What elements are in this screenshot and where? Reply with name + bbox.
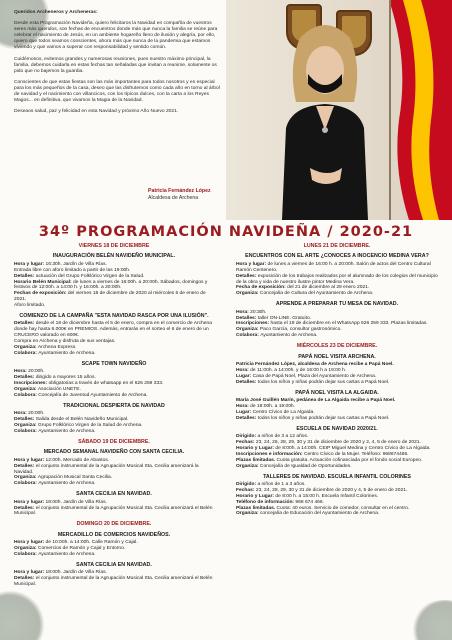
- detail-label: Hora y lugar:: [14, 457, 46, 463]
- detail-value: Asociación UNETE.: [37, 387, 81, 393]
- detail-label: Detalles:: [236, 273, 258, 279]
- detail-label: Colabora:: [236, 333, 261, 339]
- programme-left-column: [14, 241, 214, 592]
- detail-value: Ayuntamiento de Archena.: [260, 333, 318, 339]
- detail-value: Casa de Papá Noel, Plaza del Ayuntamiento de Archena.: [252, 373, 377, 379]
- event-detail: [14, 321, 214, 339]
- detail-label: Organiza:: [14, 423, 38, 429]
- detail-label: Horario y Lugar:: [236, 445, 276, 451]
- event-detail: [14, 506, 214, 518]
- detail-label: Hora y lugar:: [14, 261, 46, 267]
- detail-label: Colabora:: [14, 428, 39, 434]
- detail-label: Organiza:: [236, 291, 260, 297]
- detail-value: hasta el 19 de diciembre en el WhatsApp 626 259 333. Plazas limitadas.: [270, 321, 428, 327]
- detail-value: exposición de los trabajos realizados por el alumnado de los colegios del municipio de la obra y vida de nuestro ilustre pintor Medina Vera.: [236, 273, 438, 285]
- detail-label: Organiza:: [14, 475, 38, 481]
- detail-value: de lunes a viernes de 16:00h. a 20:00h. Sábados, domingos y festivos de 12:00h. a 14:00 h. y 16:00h. a 20:00h.: [14, 279, 208, 291]
- detail-label: Detalles:: [14, 273, 36, 279]
- day-heading: MIÉRCOLES 23 DE DICIEMBRE.: [296, 343, 378, 350]
- event-detail: [14, 351, 214, 357]
- detail-label: Detalles:: [236, 315, 258, 321]
- mayor-letter: [14, 10, 222, 120]
- detail-value: actuación del Grupo Folklórico Virgen de la Salud.: [35, 273, 145, 279]
- detail-value: Concejalía de Juventud Ayuntamiento de Archena.: [38, 392, 148, 398]
- event-section: [14, 361, 214, 399]
- detail-value: 23, 24, 28, 29, 30 y 31 de diciembre de 2020 y 4, 5 de enero de 2021.: [255, 487, 408, 493]
- detail-value: 20:30h.: [250, 309, 267, 315]
- detail-label: Organiza:: [14, 345, 38, 351]
- event-heading: SCAPE TOWN NAVIDEÑO: [81, 360, 147, 367]
- event-detail: [236, 274, 438, 286]
- detail-value: del 21 de diciembre al 29 enero 2021.: [287, 285, 370, 291]
- detail-value: Compra en Archena y disfruta de sus ventajas.: [14, 339, 116, 345]
- event-detail: [14, 464, 214, 476]
- day-heading: VIERNES 18 DE DICIEMBRE: [78, 243, 150, 249]
- detail-label: Dirigido:: [236, 481, 258, 487]
- detail-value: 18:00h. Jardín de Villa Rías.: [45, 570, 107, 576]
- detail-value: Cuota gratuita. Actuación cofinanciada por el fondo social Europeo.: [276, 457, 423, 463]
- detail-value: a niños de 3 a 12 años.: [257, 434, 309, 440]
- detail-label: Detalles:: [236, 415, 258, 421]
- detail-label: Detalles:: [14, 463, 36, 469]
- detail-label: Detalles:: [236, 379, 258, 385]
- event-section: [236, 426, 438, 470]
- pine-decoration-bottom-left: [0, 590, 45, 640]
- event-section: [14, 243, 214, 249]
- detail-value: Agrupación Musical Santa Cecilia.: [37, 475, 113, 481]
- detail-label: Plazas limitadas.: [236, 505, 277, 511]
- event-section: [14, 439, 214, 445]
- detail-label: Inscripciones e información:: [236, 451, 304, 457]
- detail-label: Hora y lugar:: [236, 261, 268, 267]
- detail-value: 18:00h. Jardín de Villa Rías.: [45, 499, 107, 505]
- detail-value: obligatorias a través de whatsapp en el 626 259 333.: [48, 381, 164, 387]
- day-heading: SÁBADO 19 DE DICIEMBRE.: [78, 438, 150, 445]
- event-section: [14, 491, 214, 517]
- detail-value: el conjunto instrumental de la Agrupación Musical Sta. Cecilia amenizará el Belén Municipal.: [14, 576, 213, 588]
- detail-label: Inscripciones:: [14, 381, 49, 387]
- detail-label: Plazas limitadas.: [236, 457, 277, 463]
- event-heading: TRADICIONAL DESPIERTA DE NAVIDAD: [63, 402, 165, 409]
- detail-label: Hora:: [236, 367, 251, 373]
- detail-value: 16:30h. Jardín de Villa Rías.: [45, 261, 107, 267]
- letter-greeting: Queridos Archeneros y Archeneras:: [14, 10, 98, 15]
- detail-label: Detalles:: [14, 417, 36, 423]
- detail-value: Concejalía de Cultura del Ayuntamiento de Archena.: [259, 291, 374, 297]
- detail-label: Detalles:: [14, 375, 36, 381]
- event-detail: [14, 393, 214, 399]
- detail-value: del viernes 18 de diciembre de 2020 al miércoles 6 de enero de 2021.: [14, 291, 206, 303]
- detail-value: 23, 24, 26, 28, 29, 30 y 31 de diciembre de 2020 y 2, 4, 5 de enero de 2021.: [255, 439, 421, 445]
- mayor-portrait-image: [270, 18, 380, 220]
- event-heading: ENCUENTROS CON EL ARTE ¿CONOCES A INOCENCIO MEDINA VERA?: [245, 253, 429, 260]
- day-heading: DOMINGO 20 DE DICIEMBRE.: [76, 521, 152, 528]
- detail-label: Colabora:: [14, 351, 39, 356]
- detail-value: Paco García, consultor gastronómico.: [259, 327, 342, 333]
- event-detail: [14, 303, 214, 309]
- detail-value: Concejalía de Igualdad de Oportunidades.: [259, 463, 352, 469]
- day-heading: LUNES 21 DE DICIEMBRE.: [303, 243, 371, 249]
- detail-label: Colabora:: [14, 392, 39, 398]
- event-section: [14, 253, 214, 309]
- event-heading: COMIENZO DE LA CAMPAÑA "ESTA NAVIDAD RASCA POR UNA ILUSIÓN".: [19, 313, 209, 320]
- event-heading: TALLERES DE NAVIDAD. ESCUELA INFANTIL COLORINES: [263, 473, 411, 480]
- event-detail: [236, 291, 438, 297]
- mayor-photo: [226, 0, 452, 220]
- detail-value: todos los niños y niñas podrán dejar sus cartas a Papá Noel.: [257, 415, 390, 421]
- event-heading: PAPÁ NOEL VISITA LA ALGAIDA.: [295, 389, 379, 396]
- detail-label: Teléfono de información:: [236, 499, 296, 505]
- detail-value: de lunes a viernes de 16:00 h. a 20:00h. Salón de actos del Centro Cultural Ramón Centenero.: [236, 261, 431, 273]
- event-section: [236, 301, 438, 339]
- page-title: 34º PROGRAMACIÓN NAVIDEÑA / 2020-21: [38, 224, 414, 240]
- detail-label: María José Guillén Marín, pedánea de La Algaida recibe a Papá Noel.: [236, 398, 396, 404]
- event-detail: [236, 511, 438, 517]
- detail-label: Organiza:: [236, 511, 260, 517]
- detail-value: 12:00h. Mercado de Abastos.: [45, 457, 110, 463]
- detail-value: el conjunto instrumental de la Agrupación Musical Sta. Cecilia amenizará el Belén Municipal.: [14, 505, 213, 517]
- event-detail: [236, 262, 438, 274]
- event-detail: [236, 380, 438, 386]
- letter-section: [0, 0, 452, 220]
- detail-value: dirigido a mayores 15 años.: [35, 375, 96, 381]
- detail-label: Lugar:: [236, 373, 253, 379]
- event-section: [14, 449, 214, 487]
- event-heading: APRENDE A PREPARAR TU MESA DE NAVIDAD.: [275, 301, 399, 308]
- event-heading: ESCUELA DE NAVIDAD 2020/21.: [296, 425, 378, 432]
- detail-label: Horario y Lugar:: [236, 493, 276, 499]
- event-heading: MERCADO SEMANAL NAVIDEÑO CON SANTA CECILIA.: [43, 449, 185, 456]
- event-section: [236, 354, 438, 386]
- detail-value: de 10:00h. a 14:00h. Calle Ramón y Cajal.: [45, 540, 138, 546]
- detail-label: Inscripciones:: [236, 321, 271, 327]
- detail-label: Lugar:: [236, 409, 253, 415]
- event-section: [14, 532, 214, 558]
- detail-label: Hora y lugar:: [14, 540, 46, 546]
- event-detail: [14, 291, 214, 303]
- detail-label: Fechas:: [236, 487, 256, 493]
- event-detail: [14, 576, 214, 588]
- detail-value: Aforo limitado.: [14, 303, 46, 309]
- signature-role: Alcaldesa de Archena: [148, 195, 199, 201]
- letter-paragraph: Cuidémonos, evitemos grandes y numerosas reuniones, pues nuestro máximo principal, la familia, debemos cuidarla en estas fechas tan señaladas que invitan a reunirse, solamente os pido que no bajemos la guardia.: [14, 56, 217, 74]
- signature-name: Patricia Fernández López: [148, 188, 211, 194]
- detail-label: Patricia Fernández López, alcaldesa de Archena recibe a Papá Noel.: [236, 362, 394, 367]
- detail-label: Fecha de exposición:: [236, 285, 288, 291]
- detail-value: de 8:00h. a 14:00h. CEIP Miguel Medina y Centro Cívico de La Algaida.: [275, 445, 431, 451]
- detail-value: Centro Cívico de La Algaida.: [252, 409, 315, 415]
- detail-value: Entrada libre con aforo limitado a partir de las 19:00h.: [14, 267, 131, 273]
- event-section: [14, 521, 214, 527]
- detail-value: todos los niños y niñas podrán dejar sus cartas a Papá Noel.: [257, 379, 390, 385]
- detail-label: Organiza:: [14, 387, 38, 393]
- detail-value: Comercios de Ramón y Cajal y Entorno.: [37, 546, 126, 552]
- event-section: [14, 313, 214, 357]
- event-heading: SANTA CECILIA EN NAVIDAD.: [76, 561, 152, 568]
- event-heading: SANTA CECILIA EN NAVIDAD.: [76, 491, 152, 498]
- event-section: [236, 253, 438, 297]
- detail-value: Ayuntamiento de Archena.: [38, 481, 96, 487]
- detail-value: a niños de 1 a 3 años.: [257, 481, 306, 487]
- detail-value: Ayuntamiento de Archena.: [38, 551, 96, 557]
- event-detail: [14, 552, 214, 558]
- detail-label: Dirigido:: [236, 434, 258, 440]
- detail-label: Horario Belén Municipal:: [14, 279, 73, 285]
- event-section: [236, 390, 438, 422]
- event-detail: [14, 481, 214, 487]
- detail-label: Hora y lugar:: [14, 499, 46, 505]
- detail-value: Salida desde el Belén Navideño Municipal.: [35, 417, 129, 423]
- detail-label: Hora:: [14, 369, 29, 375]
- detail-value: el conjunto instrumental de la Agrupación Musical Sta. Cecilia amenizará la Navidad.: [14, 463, 199, 475]
- detail-label: Detalles:: [14, 505, 36, 511]
- detail-label: Organiza:: [14, 546, 38, 552]
- event-section: [236, 343, 438, 349]
- detail-value: Grupo Folklórico Virgen de la Salud de Archena.: [37, 423, 143, 429]
- detail-value: 20:00h.: [28, 369, 45, 375]
- letter-paragraph: Desde esta Programación Navideña, quiero felicitaros la Navidad en compañía de vuestros seres más queridos, son fechas de encuentros donde más que nunca la familia se reúne para celebrar el nacimiento de Jesús, en un ambiente hogareño lleno de ilusión y alegría, por ello, quiero que todos seamos conscientes, ahora más que nunca de la pandemia que estamos viviendo y que vamos a superar con responsabilidad y sentido común.: [14, 21, 218, 51]
- detail-label: Detalles:: [14, 321, 36, 327]
- detail-label: Organiza:: [236, 327, 260, 333]
- detail-value: Ayuntamiento de Archena.: [38, 428, 96, 434]
- detail-value: taller ON-LINE. Gratuito.: [257, 315, 312, 321]
- pine-decoration-bottom-right: [410, 600, 452, 640]
- detail-label: Hora:: [14, 411, 29, 417]
- detail-label: Hora:: [236, 403, 251, 409]
- event-detail: [236, 464, 438, 470]
- detail-value: de 8:00 h. a 15:00 h. Escuela Infantil Colorines.: [275, 493, 379, 499]
- detail-label: Organiza:: [236, 463, 260, 469]
- detail-value: desde el 18 de diciembre hasta el 5 de enero, compra en el comercio de Archena donde hay hasta 6.000€ en PREMIOS. Además, entrarás en el sorteo el 6 de enero de un CRUCERO valorado en 600€.: [14, 321, 212, 339]
- event-heading: MERCADILLO DE COMERCIOS NAVIDEÑOS.: [57, 531, 171, 538]
- signature: [148, 188, 211, 202]
- detail-label: Fechas de exposición:: [14, 291, 68, 297]
- event-section: [236, 474, 438, 518]
- detail-label: Hora:: [236, 309, 251, 315]
- event-heading: INAUGURACIÓN BELÉN NAVIDEÑO MUNICIPAL.: [52, 253, 176, 260]
- event-section: [14, 403, 214, 435]
- detail-value: Archena Express.: [37, 345, 77, 351]
- event-section: [236, 243, 438, 249]
- detail-value: concejalía de Educación del Ayuntamiento de Archena.: [259, 511, 380, 517]
- detail-value: 20:00h.: [28, 411, 45, 417]
- detail-label: Detalles:: [14, 576, 36, 582]
- detail-value: de 11:00h. a 14:00h. y de 16:00 h a 19:00 h.: [250, 367, 347, 373]
- letter-paragraph: Deseaos salud, paz y felicidad en esta Navidad y próximo Año Nuevo 2021.: [14, 109, 179, 115]
- detail-value: de 18:00h. a 19:00h.: [250, 403, 296, 409]
- event-detail: [14, 429, 214, 435]
- detail-label: Colabora:: [14, 481, 39, 487]
- event-detail: [236, 333, 438, 339]
- event-section: [14, 562, 214, 588]
- detail-value: 968 674 466.: [295, 499, 324, 505]
- detail-value: Ayuntamiento de Archena.: [38, 351, 96, 356]
- event-detail: [236, 416, 438, 422]
- event-detail: [14, 280, 214, 292]
- detail-value: Centro Cívico de la Mujer. Teléfono: 968674466.: [303, 451, 409, 457]
- programme-right-column: [236, 241, 438, 521]
- detail-label: Colabora:: [14, 551, 39, 557]
- detail-label: Hora y lugar:: [14, 570, 46, 576]
- event-heading: PAPÁ NOEL VISITA ARCHENA.: [298, 353, 376, 360]
- detail-value: Cuota: 40 euros. Servicio de comedor, consultar en el centro.: [276, 505, 410, 511]
- spanish-flag-image: [369, 0, 452, 220]
- detail-label: Fechas:: [236, 439, 256, 445]
- letter-paragraph: Conscientes de que estas fiestas son las más importantes para todos nosotros y en especial para los más pequeños de la casa, deseo que las disfrutemos como cada año en torno al árbol de navidad y el nacimiento con villancicos, con los típicos dulces, con la carta a los Reyes Magos... en definitiva, que vivamos la Magia de la Navidad.: [14, 79, 220, 104]
